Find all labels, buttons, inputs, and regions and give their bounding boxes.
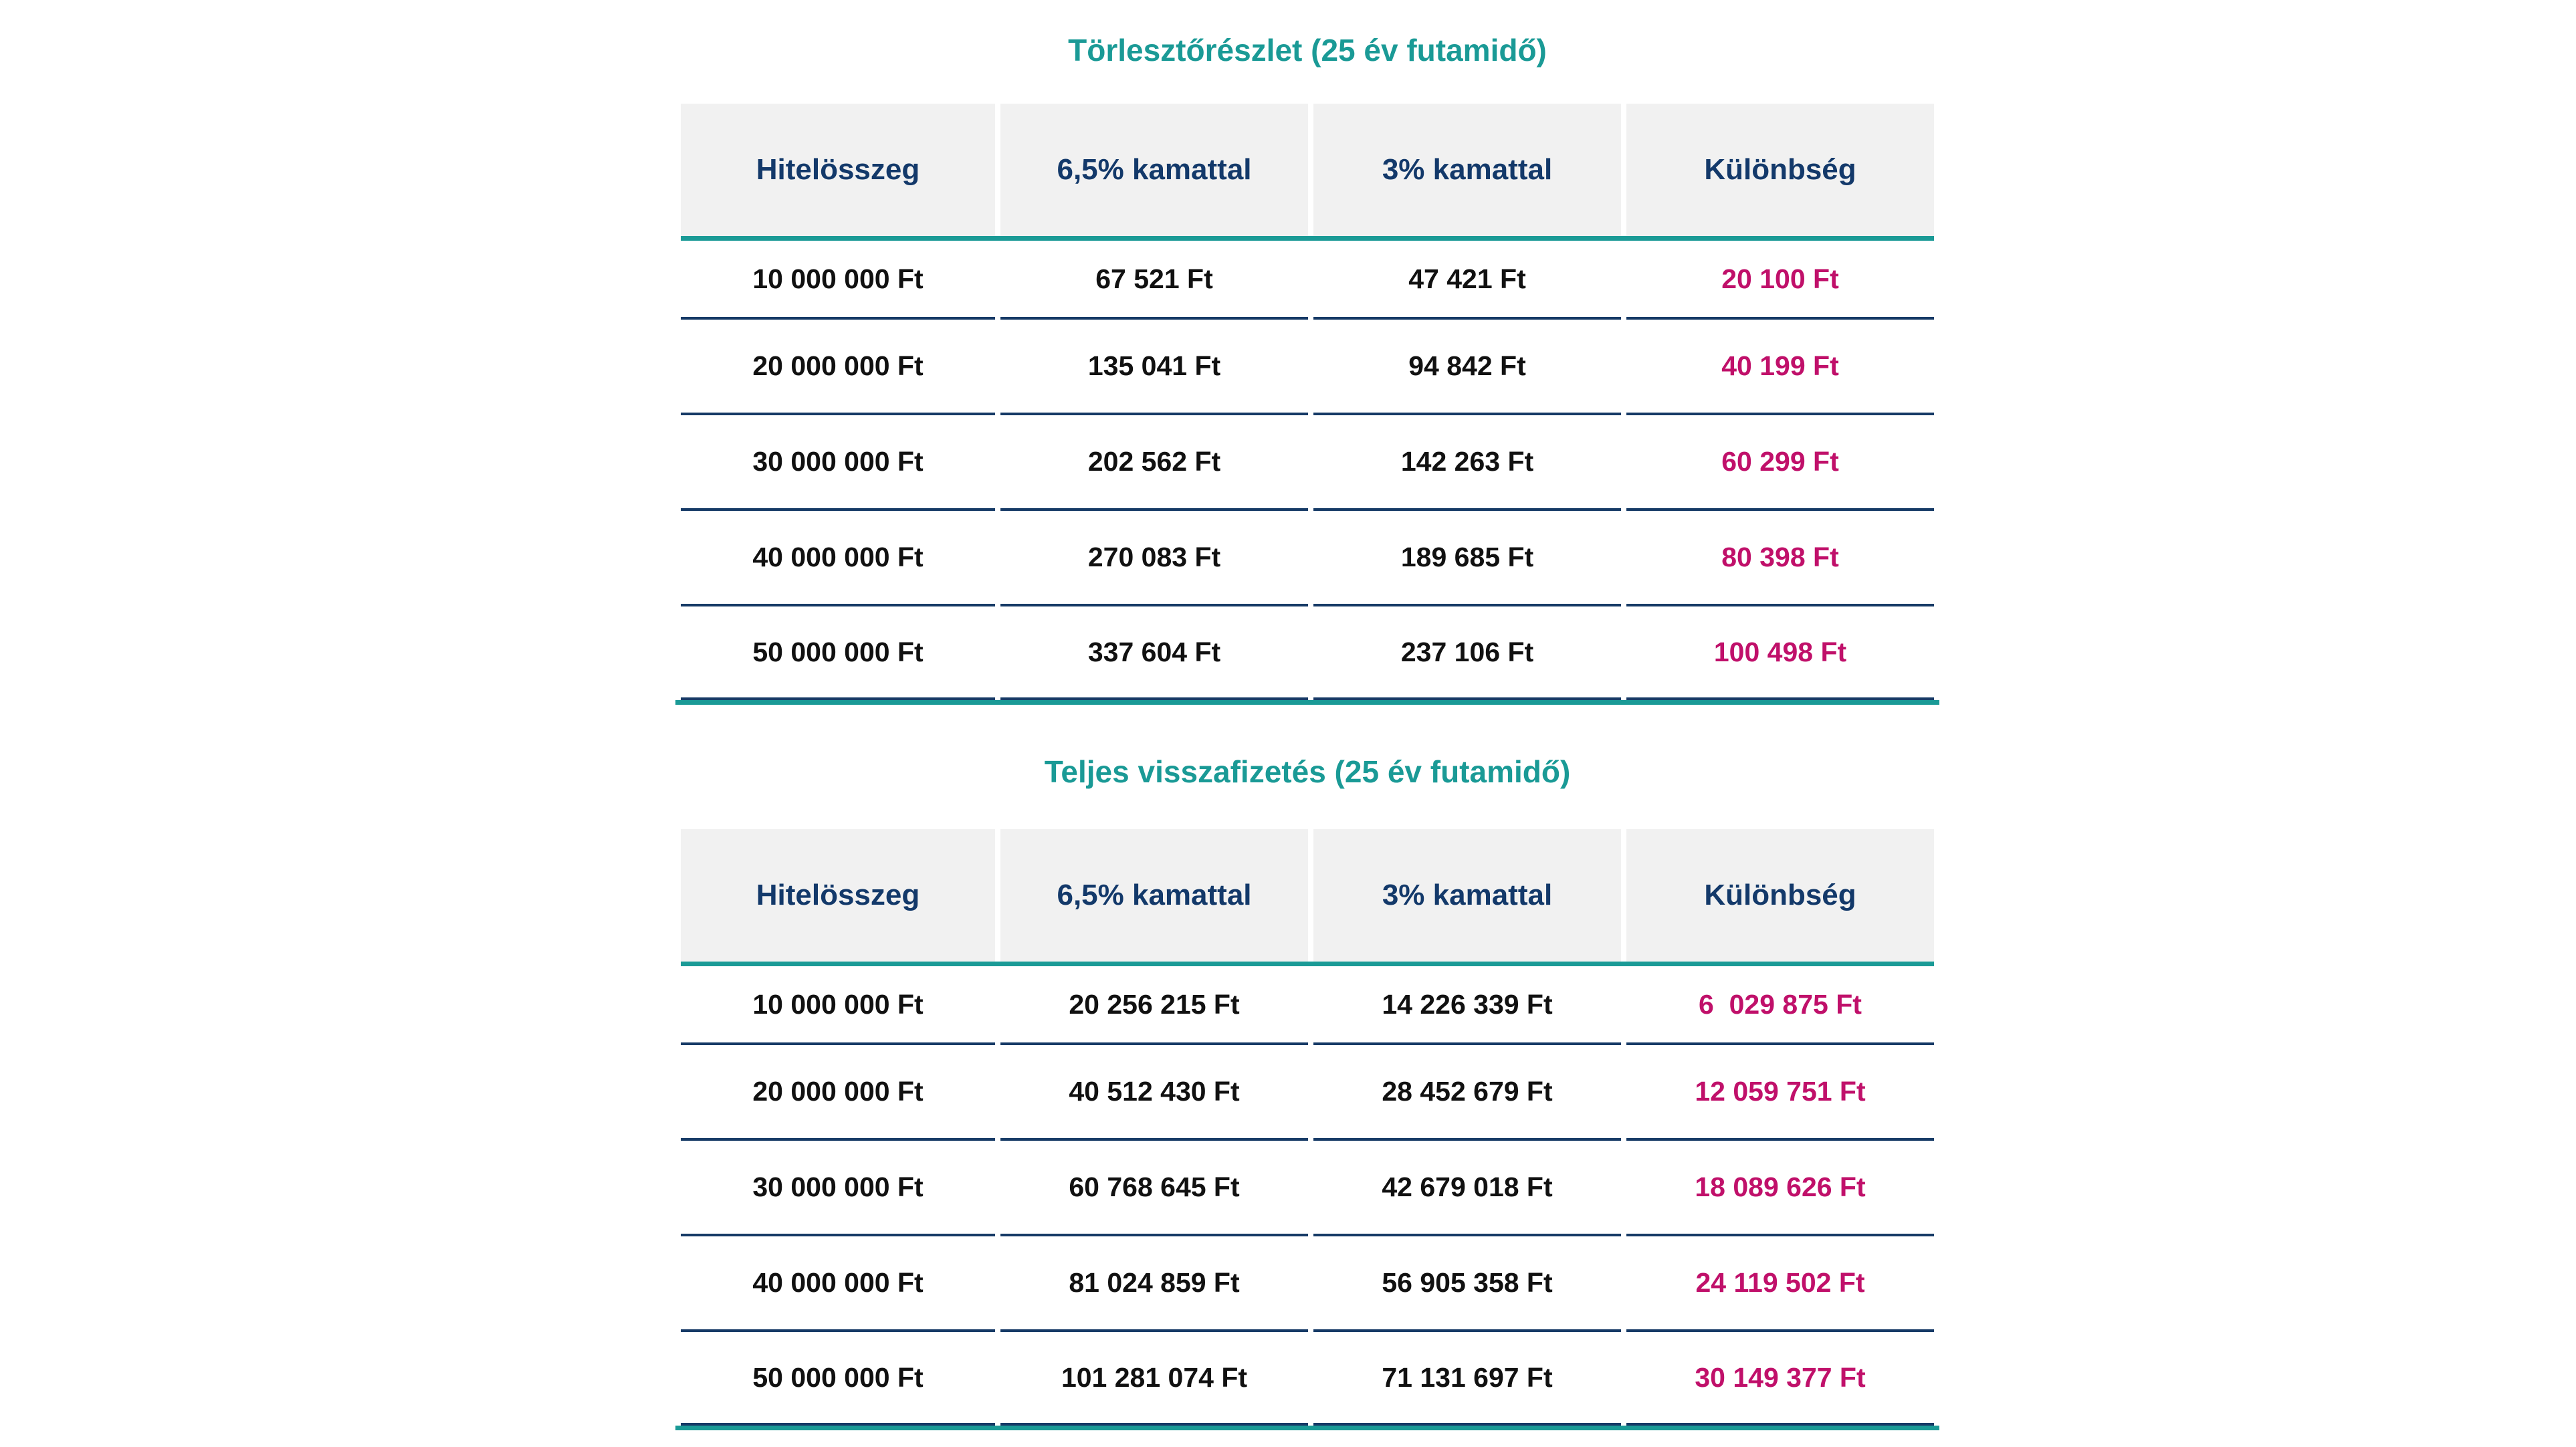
- difference-cell: 24 119 502 Ft: [1626, 1236, 1934, 1332]
- rate-6-5-cell: 20 256 215 Ft: [1000, 966, 1308, 1045]
- difference-cell: 30 149 377 Ft: [1626, 1332, 1934, 1426]
- rate-6-5-cell: 337 604 Ft: [1000, 606, 1308, 700]
- rate-6-5-cell: 135 041 Ft: [1000, 320, 1308, 415]
- header-difference: Különbség: [1626, 104, 1934, 236]
- header-rate-3: 3% kamattal: [1313, 829, 1621, 962]
- rate-3-cell: 28 452 679 Ft: [1313, 1045, 1621, 1141]
- header-difference: Különbség: [1626, 829, 1934, 962]
- loan-amount-cell: 20 000 000 Ft: [681, 320, 995, 415]
- rate-3-cell: 142 263 Ft: [1313, 415, 1621, 511]
- loan-amount-cell: 30 000 000 Ft: [681, 415, 995, 511]
- rate-3-cell: 56 905 358 Ft: [1313, 1236, 1621, 1332]
- difference-cell: 100 498 Ft: [1626, 606, 1934, 700]
- installment-title: Törlesztőrészlet (25 év futamidő): [1068, 33, 1547, 68]
- total-repayment-table: [675, 829, 1939, 1430]
- table-row: [675, 1332, 1939, 1426]
- header-rate-6-5: 6,5% kamattal: [1000, 829, 1308, 962]
- header-divider: [681, 962, 1934, 966]
- rate-3-cell: 237 106 Ft: [1313, 606, 1621, 700]
- table-bottom-rule: [675, 700, 1939, 705]
- difference-cell: 40 199 Ft: [1626, 320, 1934, 415]
- rate-3-cell: 71 131 697 Ft: [1313, 1332, 1621, 1426]
- rate-3-cell: 14 226 339 Ft: [1313, 966, 1621, 1045]
- table-bottom-rule: [675, 1426, 1939, 1430]
- table-row: [675, 1236, 1939, 1332]
- table-header-row: [675, 104, 1939, 236]
- difference-cell: 20 100 Ft: [1626, 241, 1934, 320]
- rate-3-cell: 189 685 Ft: [1313, 511, 1621, 606]
- loan-amount-cell: 50 000 000 Ft: [681, 1332, 995, 1426]
- rate-6-5-cell: 81 024 859 Ft: [1000, 1236, 1308, 1332]
- rate-6-5-cell: 101 281 074 Ft: [1000, 1332, 1308, 1426]
- loan-amount-cell: 30 000 000 Ft: [681, 1141, 995, 1236]
- installment-table: [675, 104, 1939, 705]
- rate-6-5-cell: 270 083 Ft: [1000, 511, 1308, 606]
- difference-cell: 80 398 Ft: [1626, 511, 1934, 606]
- rate-3-cell: 94 842 Ft: [1313, 320, 1621, 415]
- total-repayment-title: Teljes visszafizetés (25 év futamidő): [1044, 754, 1571, 789]
- header-divider: [681, 236, 1934, 241]
- table-header-row: [675, 829, 1939, 962]
- rate-3-cell: 47 421 Ft: [1313, 241, 1621, 320]
- table-row: [675, 966, 1939, 1045]
- loan-amount-cell: 50 000 000 Ft: [681, 606, 995, 700]
- header-rate-6-5: 6,5% kamattal: [1000, 104, 1308, 236]
- header-loan-amount: Hitelösszeg: [681, 829, 995, 962]
- table-row: [675, 415, 1939, 511]
- loan-amount-cell: 20 000 000 Ft: [681, 1045, 995, 1141]
- table-row: [675, 1045, 1939, 1141]
- difference-cell: 18 089 626 Ft: [1626, 1141, 1934, 1236]
- rate-6-5-cell: 67 521 Ft: [1000, 241, 1308, 320]
- rate-6-5-cell: 60 768 645 Ft: [1000, 1141, 1308, 1236]
- rate-6-5-cell: 40 512 430 Ft: [1000, 1045, 1308, 1141]
- table-row: [675, 1141, 1939, 1236]
- header-rate-3: 3% kamattal: [1313, 104, 1621, 236]
- difference-cell: 6 029 875 Ft: [1626, 966, 1934, 1045]
- loan-amount-cell: 10 000 000 Ft: [681, 966, 995, 1045]
- table-row: [675, 511, 1939, 606]
- table-row: [675, 606, 1939, 700]
- difference-cell: 60 299 Ft: [1626, 415, 1934, 511]
- loan-amount-cell: 10 000 000 Ft: [681, 241, 995, 320]
- table-row: [675, 241, 1939, 320]
- rate-3-cell: 42 679 018 Ft: [1313, 1141, 1621, 1236]
- table-row: [675, 320, 1939, 415]
- difference-cell: 12 059 751 Ft: [1626, 1045, 1934, 1141]
- header-loan-amount: Hitelösszeg: [681, 104, 995, 236]
- loan-amount-cell: 40 000 000 Ft: [681, 1236, 995, 1332]
- rate-6-5-cell: 202 562 Ft: [1000, 415, 1308, 511]
- loan-amount-cell: 40 000 000 Ft: [681, 511, 995, 606]
